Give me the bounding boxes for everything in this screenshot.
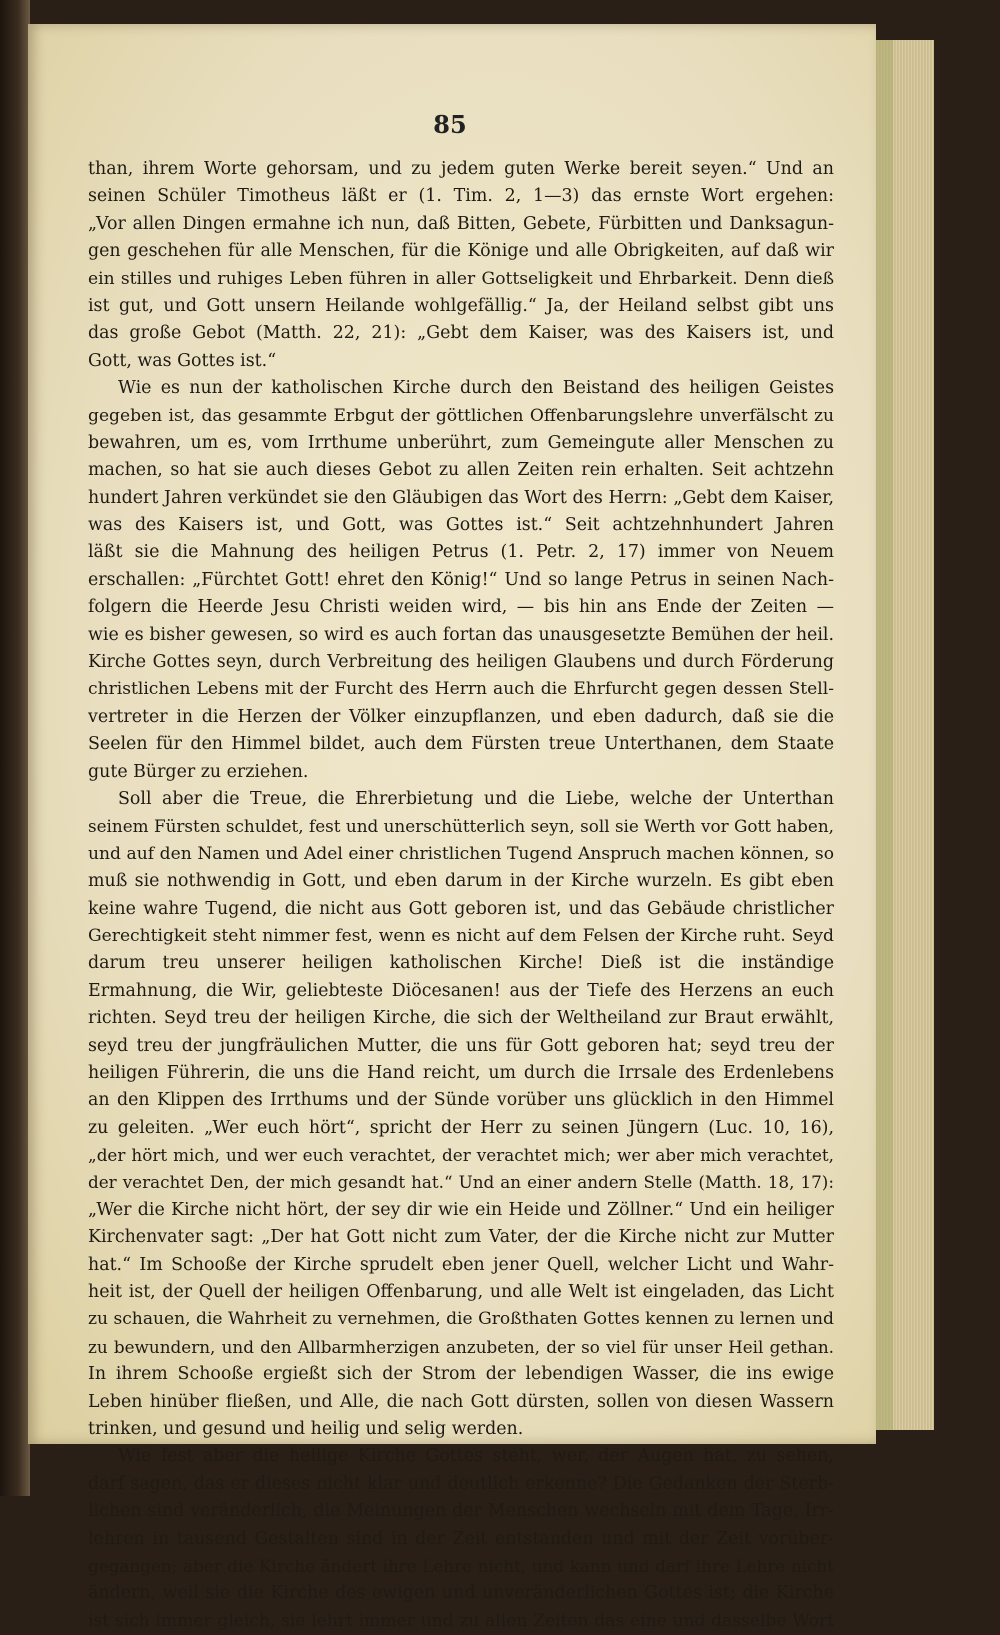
text-line: der verachtet Den, der mich gesandt hat.“ Und an einer andern Stelle (Matth. 18, 17): [88, 1172, 834, 1193]
text-line: ist gut, und Gott unsern Heilande wohlgefällig.“ Ja, der Heiland selbst gibt uns [88, 295, 834, 316]
text-line: Kirchenvater sagt: „Der hat Gott nicht zum Vater, der die Kirche nicht zur Mutter [88, 1227, 834, 1248]
text-line: das große Gebot (Matth. 22, 21): „Gebt dem Kaiser, was des Kaisers ist, und [88, 323, 834, 344]
body-text [88, 156, 834, 1635]
text-line: seinem Fürsten schuldet, fest und unerschütterlich seyn, soll sie Werth vor Gott haben, [88, 816, 834, 837]
text-line: Seelen für den Himmel bildet, auch dem Fürsten treue Unterthanen, dem Staate [88, 734, 834, 755]
text-line: erschallen: „Fürchtet Gott! ehret den König!“ Und so lange Petrus in seinen Nach- [88, 569, 834, 590]
text-line: vertreter in die Herzen der Völker einzupflanzen, und eben dadurch, daß sie die [88, 706, 834, 727]
text-line: gute Bürger zu erziehen. [88, 761, 309, 782]
book-edge-tint [875, 40, 893, 1430]
text-line: Gott, was Gottes ist.“ [88, 350, 277, 371]
text-line: Gerechtigkeit steht nimmer fest, wenn es nicht auf dem Felsen der Kirche ruht. Seyd [88, 925, 834, 946]
text-line: lehren in tausend Gestalten sind in der Zeit entstanden und mit der Zeit vorüber- [88, 1528, 834, 1549]
text-line: zu schauen, die Wahrheit zu vernehmen, die Großthaten Gottes kennen zu lernen und [88, 1309, 834, 1330]
text-line: richten. Seyd treu der heiligen Kirche, die sich der Weltheiland zur Braut erwählt, [88, 1008, 834, 1029]
text-line: Soll aber die Treue, die Ehrerbietung und die Liebe, welche der Unterthan [118, 788, 834, 809]
text-line: than, ihrem Worte gehorsam, und zu jedem guten Werke bereit seyen.“ Und an [88, 159, 834, 179]
text-line: Kirche Gottes seyn, durch Verbreitung des heiligen Glaubens und durch Förderung [88, 652, 834, 673]
text-line: Wie es nun der katholischen Kirche durch den Beistand des heiligen Geistes [118, 378, 834, 399]
text-line: Leben hinüber fließen, und Alle, die nach Gott dürsten, sollen von diesen Wassern [88, 1391, 834, 1412]
text-line: „Wer die Kirche nicht hört, der sey dir wie ein Heide und Zöllner.“ Und ein heiliger [88, 1199, 834, 1220]
text-line: Ermahnung, die Wir, geliebteste Diöcesanen! aus der Tiefe des Herzens an euch [88, 980, 834, 1001]
text-line: zu bewundern, und den Allbarmherzigen anzubeten, der so viel für unser Heil gethan. [88, 1336, 834, 1357]
text-line: zu geleiten. „Wer euch hört“, spricht der Herr zu seinen Jüngern (Luc. 10, 16), [88, 1117, 834, 1138]
text-line: gegangen; aber die Kirche ändert ihre Lehre nicht, und kann und darf ihre Lehre nicht [88, 1555, 834, 1576]
text-line: heit ist, der Quell der heiligen Offenbarung, und alle Welt ist eingeladen, das Licht [88, 1282, 834, 1303]
text-line: hat.“ Im Schooße der Kirche sprudelt eben jener Quell, welcher Licht und Wahr- [88, 1254, 834, 1275]
text-line: ist sich immer gleich, sie lehrt immer und zu allen Zeiten das eine und dasselbe Wort [88, 1610, 834, 1631]
text-line: machen, so hat sie auch dieses Gebot zu allen Zeiten rein erhalten. Seit achtzehn [88, 460, 834, 481]
text-line: christlichen Lebens mit der Furcht des Herrn auch die Ehrfurcht gegen dessen Stell- [88, 679, 834, 700]
text-line: seinen Schüler Timotheus läßt er (1. Tim. 2, 1—3) das ernste Wort ergehen: [88, 186, 834, 207]
text-line: darf sagen, das er dieses nicht klar und deutlich erkenne? Die Gedanken der Sterb- [88, 1473, 834, 1494]
text-line: gen geschehen für alle Menschen, für die Könige und alle Obrigkeiten, auf daß wir [88, 241, 834, 262]
text-line: „der hört mich, und wer euch verachtet, der verachtet mich; wer aber mich verachtet, [88, 1145, 834, 1166]
text-line: keine wahre Tugend, die nicht aus Gott geboren ist, und das Gebäude christlicher [88, 898, 834, 919]
text-line: trinken, und gesund und heilig und selig werden. [88, 1418, 524, 1439]
text-line: ändern, weil sie die Kirche des ewigen und unveränderlichen Gottes ist; die Kirche [88, 1583, 834, 1604]
text-line: Wie fest aber die heilige Kirche Gottes steht, wer, der Augen hat, zu sehen, [118, 1446, 834, 1467]
text-line: In ihrem Schooße ergießt sich der Strom der lebendigen Wasser, die ins ewige [88, 1364, 834, 1385]
text-line: „Vor allen Dingen ermahne ich nun, daß Bitten, Gebete, Fürbitten und Danksagun- [88, 213, 834, 234]
text-line: gegeben ist, das gesammte Erbgut der göttlichen Offenbarungslehre unverfälscht zu [88, 405, 834, 426]
text-line: seyd treu der jungfräulichen Mutter, die uns für Gott geboren hat; seyd treu der [88, 1035, 834, 1056]
text-line: folgern die Heerde Jesu Christi weiden wird, — bis hin ans Ende der Zeiten — [88, 597, 834, 618]
text-line: an den Klippen des Irrthums und der Sünde vorüber uns glücklich in den Himmel [88, 1090, 834, 1111]
text-line: was des Kaisers ist, und Gott, was Gottes ist.“ Seit achtzehnhundert Jahren [88, 515, 834, 536]
text-line: heiligen Führerin, die uns die Hand reicht, um durch die Irrsale des Erdenlebens [88, 1062, 834, 1083]
text-line: hundert Jahren verkündet sie den Gläubigen das Wort des Herrn: „Gebt dem Kaiser, [88, 487, 834, 508]
text-line: bewahren, um es, vom Irrthume unberührt, zum Gemeingute aller Menschen zu [88, 432, 834, 453]
text-line: wie es bisher gewesen, so wird es auch fortan das unausgesetzte Bemühen der heil. [88, 624, 834, 645]
text-line: lichen sind veränderlich, die Meinungen der Menschen wechseln mit dem Tage, Irr- [88, 1501, 834, 1522]
text-line: darum treu unserer heiligen katholischen Kirche! Dieß ist die inständige [88, 953, 834, 974]
text-line: ein stilles und ruhiges Leben führen in aller Gottseligkeit und Ehrbarkeit. Denn dieß [88, 268, 834, 289]
text-line: und auf den Namen und Adel einer christlichen Tugend Anspruch machen können, so [88, 843, 834, 864]
text-line: muß sie nothwendig in Gott, und eben darum in der Kirche wurzeln. Es gibt eben [88, 871, 834, 892]
left-page-edge [0, 0, 30, 1496]
page-number: 85 [433, 110, 467, 139]
text-line: läßt sie die Mahnung des heiligen Petrus (1. Petr. 2, 17) immer von Neuem [88, 542, 834, 563]
